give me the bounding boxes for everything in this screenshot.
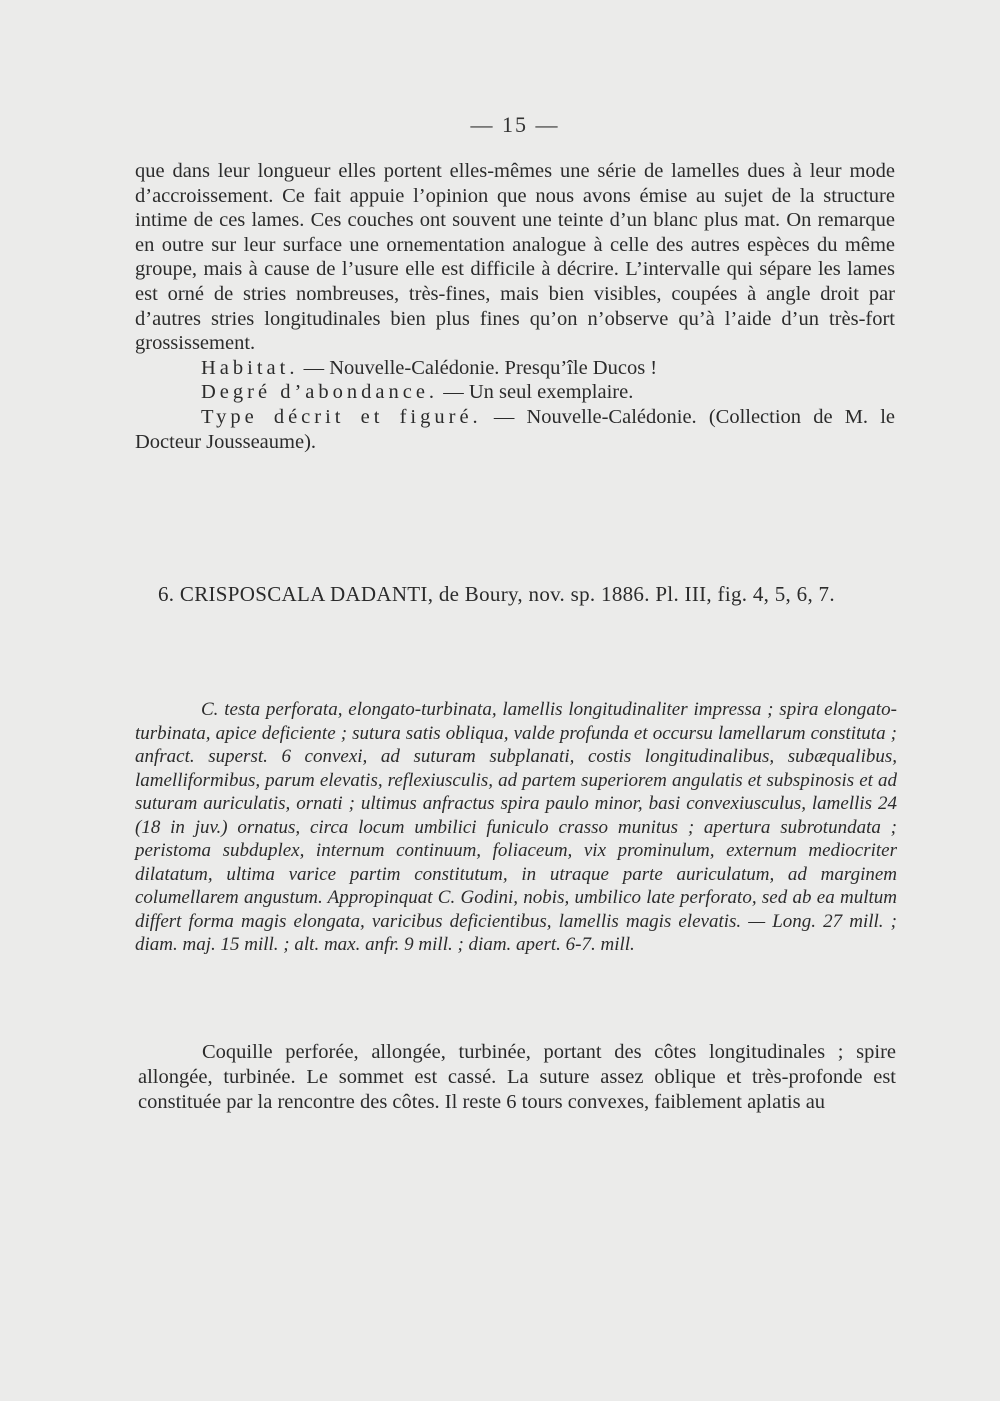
latin-description: C. testa perforata, elongato-turbinata, lamellis longitudinaliter impressa ; spira elongato-turbinata, apice deficiente ; sutura satis obliqua, valde profunda et occursu lamellarum constituta ; anfract. superst. 6 convexi, ad suturam subplanati, costis longitudinalibus, subæqualibus, lamelliformibus, parum elevatis, reflexiusculis, ad partem superiorem angulatis et subspinosis et ad suturam auriculatis, ornati ; ultimus anfractus spira paulo minor, basi convexiusculus, lamellis 24 (18 in juv.) ornatus, circa locum umbilici funiculo crasso munitus ; apertura subrotundata ; peristoma subduplex, internum continuum, foliaceum, vix prominulum, externum mediocriter dilatatum, ultima varice partim constitutum, in utraque parte auriculatum, ad marginem columellarem angustum. Appropinquat C. Godini, nobis, umbilico late perforato, sed ab ea multum differt forma magis elongata, varicibus deficientibus, lamellis magis elevatis. — Long. 27 mill. ; diam. maj. 15 mill. ; alt. max. anfr. 9 mill. ; diam. apert. 6-7. mill. [135, 699, 897, 955]
species-heading: 6. CRISPOSCALA DADANTI, de Boury, nov. sp. 1886. Pl. III, fig. 4, 5, 6, 7. [158, 582, 835, 606]
habitat-label: Habitat. [201, 356, 299, 379]
abundance-value: — Un seul exemplaire. [438, 381, 634, 404]
habitat-value: — Nouvelle-Calédonie. Presqu’île Ducos ! [298, 356, 658, 379]
page-number: — 15 — [470, 112, 560, 137]
intro-section [135, 159, 895, 454]
intro-paragraph: que dans leur longueur elles portent elles-mêmes une série de lamelles dues à leur mode d’accroissement. Ce fait appuie l’opinion que nous avons émise au sujet de la structure intime de ces lames. Ces couches ont souvent une teinte d’un blanc plus mat. On remarque en outre sur leur surface une ornementation analogue à celle des autres espèces du même groupe, mais à cause de l’usure elle est difficile à décrire. L’intervalle qui sépare les lames est orné de stries nombreuses, très-fines, mais bien visibles, coupées à angle droit par d’autres stries longitudinales bien plus fines qu’on n’observe qu’à l’aide d’un très-fort grossissement. [135, 160, 895, 355]
abundance-label: Degré d’abondance. [201, 381, 439, 404]
french-description: Coquille perforée, allongée, turbinée, portant des côtes longitudinales ; spire allongée, turbinée. Le sommet est cassé. La suture assez oblique et très-profonde est constituée par la rencontre des côtes. Il reste 6 tours convexes, faiblement aplatis au [138, 1041, 896, 1113]
abundance-line [135, 380, 895, 405]
type-line [135, 405, 895, 454]
type-value: — Nouvelle-Calédonie. (Collection de M. le Docteur Jousseaume). [135, 405, 895, 453]
type-label: Type décrit et figuré. [201, 405, 482, 428]
habitat-line [135, 356, 895, 381]
